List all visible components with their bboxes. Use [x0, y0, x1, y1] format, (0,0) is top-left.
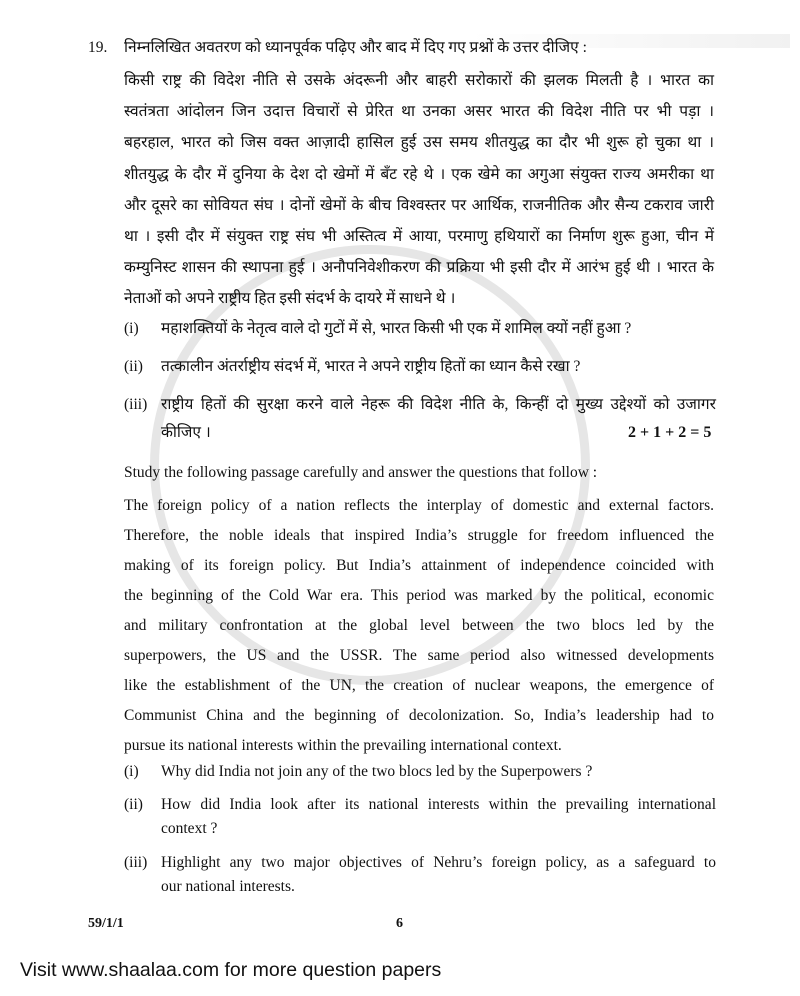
english-instruction: Study the following passage carefully and answer the questions that follow :: [124, 464, 598, 481]
hindi-q3-text-cont: कीजिए ।: [161, 424, 211, 441]
english-q3-text: Highlight any two major objectives of Nehru’s foreign policy, as a safeguard to: [161, 854, 716, 871]
hindi-q1-number: (i): [124, 320, 139, 337]
english-passage-line: the beginning of the Cold War era. This period was marked by the political, economic: [124, 587, 714, 604]
hindi-passage-line: कम्युनिस्ट शासन की स्थापना हुई । अनौपनिवेशीकरण की प्रक्रिया भी इसी दौर में आरंभ हुई थी । भारत के: [124, 259, 714, 277]
english-passage-line: and military confrontation at the global level between the two blocs led by the: [124, 617, 714, 634]
hindi-passage-line: स्वतंत्रता आंदोलन जिन उदात्त विचारों से प्रेरित था उनका असर भारत की विदेश नीति पर भी पड़ा ।: [124, 103, 714, 121]
page-number: 6: [396, 916, 403, 931]
english-passage-line: Communist China and the beginning of decolonization. So, India’s leadership had to: [124, 707, 714, 724]
hindi-passage-line: नेताओं को अपने राष्ट्रीय हित इसी संदर्भ के दायरे में साधने थे ।: [124, 290, 456, 308]
question-number: 19.: [88, 39, 108, 56]
english-q2-text-cont: context ?: [161, 820, 218, 837]
promo-banner: Visit www.shaalaa.com for more question papers: [20, 959, 442, 981]
hindi-q2-number: (ii): [124, 358, 143, 375]
hindi-instruction: निम्नलिखित अवतरण को ध्यानपूर्वक पढ़िए और बाद में दिए गए प्रश्नों के उत्तर दीजिए :: [124, 39, 587, 56]
english-q1-text: Why did India not join any of the two blocs led by the Superpowers ?: [161, 763, 593, 780]
hindi-passage-line: शीतयुद्ध के दौर में दुनिया के देश दो खेमों में बँट रहे थे । एक खेमे का अगुआ संयुक्त राज्य अमरीका था: [124, 165, 714, 183]
hindi-passage-line: बहरहाल, भारत को जिस वक्त आज़ादी हासिल हुई उस समय शीतयुद्ध का दौर भी शुरू हो चुका था ।: [124, 134, 714, 152]
english-passage-line: pursue its national interests within the prevailing international context.: [124, 737, 562, 754]
english-passage-line: Therefore, the noble ideals that inspired India’s struggle for freedom influenced the: [124, 527, 714, 544]
hindi-q3-number: (iii): [124, 396, 148, 413]
english-passage-line: making of its foreign policy. But India’s attainment of independence coincided with: [124, 557, 714, 574]
paper-code: 59/1/1: [88, 916, 124, 931]
hindi-q1-text: महाशक्तियों के नेतृत्व वाले दो गुटों में से, भारत किसी भी एक में शामिल क्यों नहीं हुआ ?: [161, 320, 632, 337]
english-q1-number: (i): [124, 763, 139, 780]
hindi-q2-text: तत्कालीन अंतर्राष्ट्रीय संदर्भ में, भारत ने अपने राष्ट्रीय हितों का ध्यान कैसे रखा ?: [161, 358, 581, 375]
english-q3-number: (iii): [124, 854, 148, 871]
hindi-q3-text: राष्ट्रीय हितों की सुरक्षा करने वाले नेहरू की विदेश नीति के, किन्हीं दो मुख्य उद्देश्यों को उजागर: [161, 396, 716, 413]
english-q3-text-cont: our national interests.: [161, 878, 295, 895]
hindi-passage-line: था । इसी दौर में संयुक्त राष्ट्र संघ भी अस्तित्व में आया, परमाणु हथियारों का निर्माण शुरू हुआ, चीन में: [124, 228, 714, 245]
hindi-passage-line: किसी राष्ट्र की विदेश नीति से उसके अंदरूनी और बाहरी सरोकारों की झलक मिलती है । भारत का: [124, 72, 714, 89]
english-passage-line: superpowers, the US and the USSR. The same period also witnessed developments: [124, 647, 714, 664]
english-q2-number: (ii): [124, 796, 143, 813]
hindi-passage-line: और दूसरे का सोवियत संघ । दोनों खेमों के बीच विश्वस्तर पर आर्थिक, राजनीतिक और सैन्य टकराव जारी: [124, 196, 714, 214]
marks: 2 + 1 + 2 = 5: [628, 424, 712, 441]
english-q2-text: How did India look after its national interests within the prevailing international: [161, 796, 716, 813]
english-passage-line: The foreign policy of a nation reflects the interplay of domestic and external factors.: [124, 497, 714, 514]
english-passage-line: like the establishment of the UN, the creation of nuclear weapons, the emergence of: [124, 677, 714, 694]
